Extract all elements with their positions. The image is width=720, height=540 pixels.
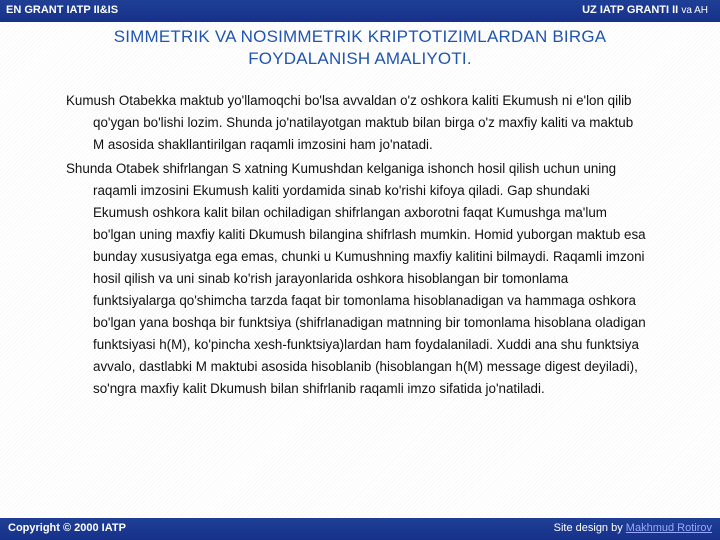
header-bar: [0, 0, 720, 22]
header-right: [582, 4, 708, 16]
site-credit: [554, 522, 712, 534]
author-link[interactable]: Makhmud Rotirov: [625, 522, 712, 534]
slide-title: [30, 26, 690, 70]
copyright-text: Copyright © 2000 IATP: [8, 522, 126, 534]
slide-content: [66, 90, 646, 402]
footer-bar: [0, 518, 720, 540]
credit-prefix: Site design by: [553, 522, 623, 534]
header-right-small: va AH: [681, 5, 708, 16]
header-left-text: EN GRANT IATP II&IS: [6, 4, 119, 16]
header-right-text: UZ IATP GRANTI II: [582, 4, 679, 16]
paragraph-1: Kumush Otabekka maktub yo'llamoqchi bo'lsa avvaldan o'z oshkora kaliti Ekumush ni e'lon qilib qo'ygan bo'lishi lozim. Shunda jo'natilayotgan maktub bilan birga o'z maxfiy kaliti va maktub M asosida shakllantirilgan raqamli imzosini ham jo'natadi.: [66, 93, 634, 152]
paragraph-2: Shunda Otabek shifrlangan S xatning Kumushdan kelganiga ishonch hosil qilish uchun uning raqamli imzosini Ekumush kaliti yordamida sinab ko'rishi kifoya qiladi. Gap shundaki Ekumush oshkora kalit bilan ochiladigan shifrlangan axborotni faqat Kumushga ma'lum bo'lgan uning maxfiy kaliti Dkumush bilangina shifrlash mumkin. Homid yuborgan maktub esa bunday xususiyatga ega emas, chunki u Kumushning maxfiy kalitini bilmaydi. Raqamli imzoni hosil qilish va uni sinab ko'rish jarayonlarida oshkora hisoblangan bir tomonlama funktsiyalarga qo'shimcha tarzda faqat bir tomonlama hisoblanadigan va hammaga oshkora bo'lgan yana boshqa bir funktsiya (shifrlanadigan matnning bir tomonlama hisoblana oladigan funktsiyasi h(M), ko'pincha xesh-funktsiya)lardan ham foydalaniladi. Xuddi ana shu funktsiya avvalo, dastlabki M maktubi asosida hisoblanib (hisoblangan h(M) message digest deyiladi), so'ngra maxfiy kalit Dkumush bilan shifrlanib raqamli imzo sifatida jo'natiladi.: [66, 161, 646, 396]
slide-title-line-2: FOYDALANISH AMALIYOTI.: [248, 49, 472, 68]
slide-title-line-1: SIMMETRIK VA NOSIMMETRIK KRIPTOTIZIMLARDAN BIRGA: [113, 27, 607, 46]
